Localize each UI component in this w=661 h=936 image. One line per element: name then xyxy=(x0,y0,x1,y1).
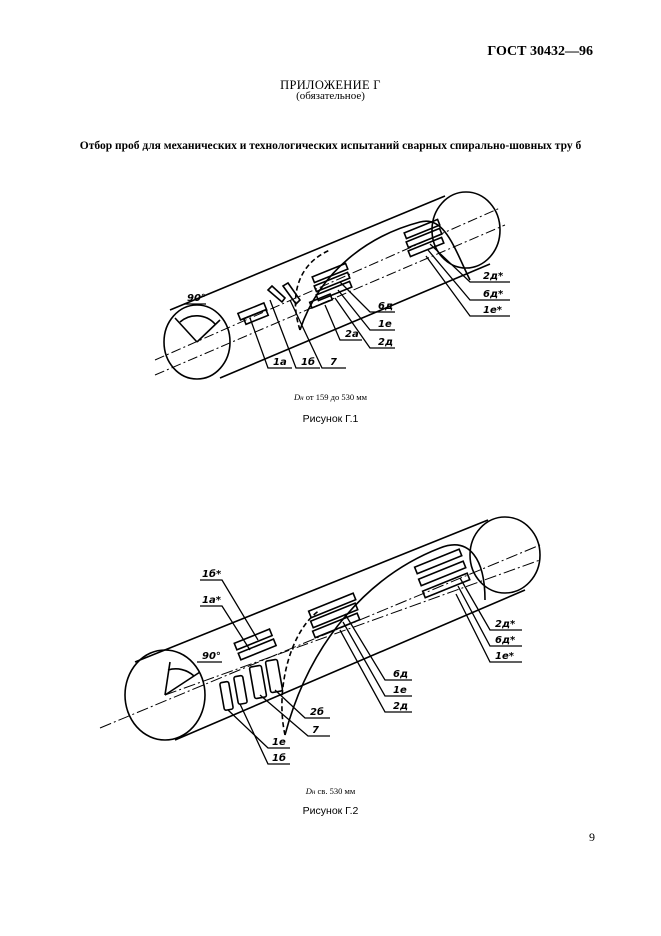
leader-1a-star xyxy=(200,606,250,650)
fig2-label-1e-small: 1е xyxy=(272,737,286,748)
pipe-far-ellipse xyxy=(432,192,500,268)
pipe-top-edge xyxy=(135,520,488,662)
fig2-label-2d: 2д xyxy=(393,701,409,712)
fig2-label-1b-small: 1б xyxy=(272,753,286,764)
fig1-label-1b: 1б xyxy=(301,357,315,368)
angle-arc xyxy=(180,316,215,324)
spiral-seam xyxy=(300,221,470,330)
figure-1-range: Dн от 159 до 530 мм xyxy=(294,392,367,402)
angle-ray-1 xyxy=(175,318,197,342)
fig2-label-1e: 1е xyxy=(393,685,407,696)
fig1-label-1e: 1е xyxy=(378,319,392,330)
document-code: ГОСТ 30432—96 xyxy=(487,44,593,59)
fig2-label-1a-star: 1а* xyxy=(202,595,221,606)
angle-ray-2 xyxy=(197,320,220,342)
fig2-label-6d-star: 6д* xyxy=(495,635,516,646)
fig2-label-2d-star: 2д* xyxy=(495,619,516,630)
spiral-seam-hidden xyxy=(295,250,330,330)
fig2-label-1b-star: 1б* xyxy=(202,569,222,580)
fig1-label-2d: 2д xyxy=(378,337,394,348)
fig2-label-7: 7 xyxy=(312,725,319,736)
angle-ray-1 xyxy=(165,662,170,695)
figure-2-caption: Рисунок Г.2 xyxy=(302,805,359,817)
specimen-7 xyxy=(249,665,266,699)
specimen-1b xyxy=(234,675,248,704)
fig1-label-2d-star: 2д* xyxy=(483,271,504,282)
appendix-subtitle: (обязательное) xyxy=(296,90,365,102)
angle-ray-2 xyxy=(165,672,200,695)
fig2-label-6d: 6д xyxy=(393,669,409,680)
specimen-2a xyxy=(268,286,285,302)
pipe-bottom-edge xyxy=(220,264,490,378)
figure-2-range: Dн св. 530 мм xyxy=(305,786,356,796)
fig1-label-1a: 1а xyxy=(273,357,287,368)
fig1-label-7: 7 xyxy=(330,357,337,368)
figure-1-caption: Рисунок Г.1 xyxy=(302,413,359,425)
appendix-title: ПРИЛОЖЕНИЕ Г xyxy=(280,78,381,92)
fig1-label-2a: 2а xyxy=(345,329,359,340)
fig1-label-1e-star: 1е* xyxy=(483,305,502,316)
fig2-label-angle: 90° xyxy=(202,651,221,662)
specimen-2b xyxy=(265,659,282,693)
fig1-label-angle: 90° xyxy=(187,293,206,304)
angle-arc xyxy=(168,669,194,676)
fig2-label-2b: 2б xyxy=(310,707,324,718)
fig2-label-1e-star: 1е* xyxy=(495,651,514,662)
specimen-2d-star xyxy=(415,549,462,573)
page-number: 9 xyxy=(589,830,595,844)
pipe-axis xyxy=(155,208,500,360)
figure-2-drawing xyxy=(95,505,555,785)
fig1-label-6d-star: 6д* xyxy=(483,289,504,300)
specimen-1b xyxy=(244,310,269,325)
leader-1b-star xyxy=(200,580,258,640)
specimen-6d-star xyxy=(419,561,466,585)
fig1-label-6d: 6д xyxy=(378,301,394,312)
figure-1-drawing xyxy=(140,180,520,380)
specimen-1e xyxy=(220,681,234,710)
section-title: Отбор проб для механических и технологических испытаний сварных спирально-шовных тру б xyxy=(79,140,582,152)
